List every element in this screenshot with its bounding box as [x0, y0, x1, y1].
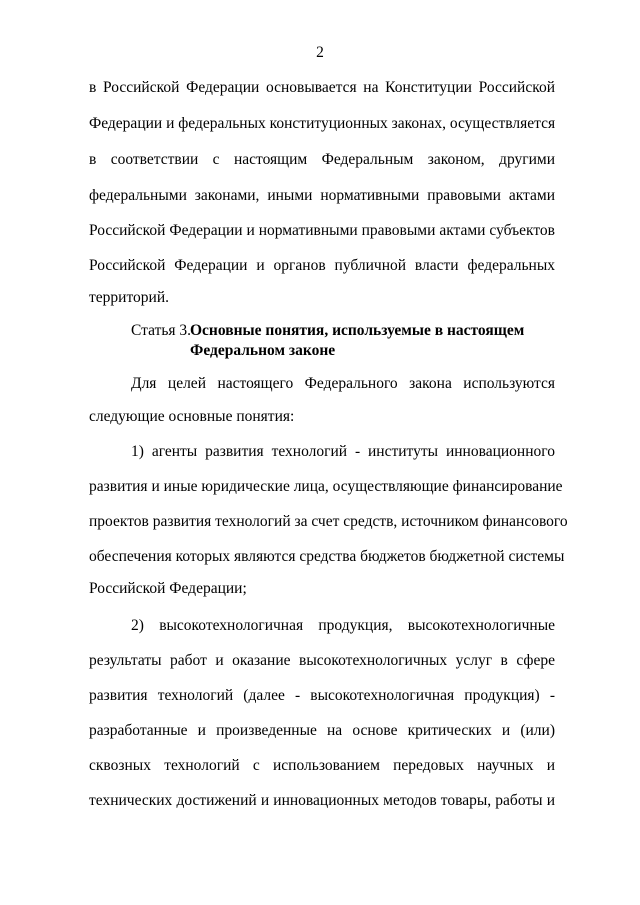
list-item-line: 1) агенты развития технологий - институты инновационного — [131, 443, 555, 460]
paragraph-line: Для целей настоящего Федерального закона используются — [131, 375, 555, 392]
list-item-line: проектов развития технологий за счет средств, источником финансового — [89, 513, 568, 530]
paragraph-line: Российской Федерации и нормативными правовыми актами субъектов — [89, 222, 555, 239]
article-title: Основные понятия, используемые в настоящем — [190, 322, 525, 339]
article-label: Статья 3. — [131, 322, 192, 339]
paragraph-line: Российской Федерации и органов публичной власти федеральных — [89, 257, 555, 274]
list-item-line: сквозных технологий с использованием передовых научных и — [89, 757, 555, 774]
list-item-line: результаты работ и оказание высокотехнологичных услуг в сфере — [89, 652, 555, 669]
list-item-line: развития технологий (далее - высокотехнологичная продукция) - — [89, 687, 555, 704]
list-item-line: развития и иные юридические лица, осуществляющие финансирование — [89, 478, 563, 495]
paragraph-line: в Российской Федерации основывается на Конституции Российской — [89, 79, 555, 96]
article-title: Федеральном законе — [190, 342, 336, 359]
list-item-line: обеспечения которых являются средства бюджетов бюджетной системы — [89, 548, 565, 565]
paragraph-line: следующие основные понятия: — [89, 408, 295, 425]
list-item-line: разработанные и произведенные на основе критических и (или) — [89, 722, 555, 739]
page-number: 2 — [316, 44, 324, 61]
list-item-line: 2) высокотехнологичная продукция, высокотехнологичные — [131, 617, 555, 634]
paragraph-line: в соответствии с настоящим Федеральным законом, другими — [89, 151, 555, 168]
list-item-line: технических достижений и инновационных методов товары, работы и — [89, 792, 555, 809]
list-item-line: Российской Федерации; — [89, 580, 247, 597]
paragraph-line: Федерации и федеральных конституционных законах, осуществляется — [89, 115, 556, 132]
paragraph-line: федеральными законами, иными нормативными правовыми актами — [89, 187, 555, 204]
paragraph-line: территорий. — [89, 289, 169, 306]
